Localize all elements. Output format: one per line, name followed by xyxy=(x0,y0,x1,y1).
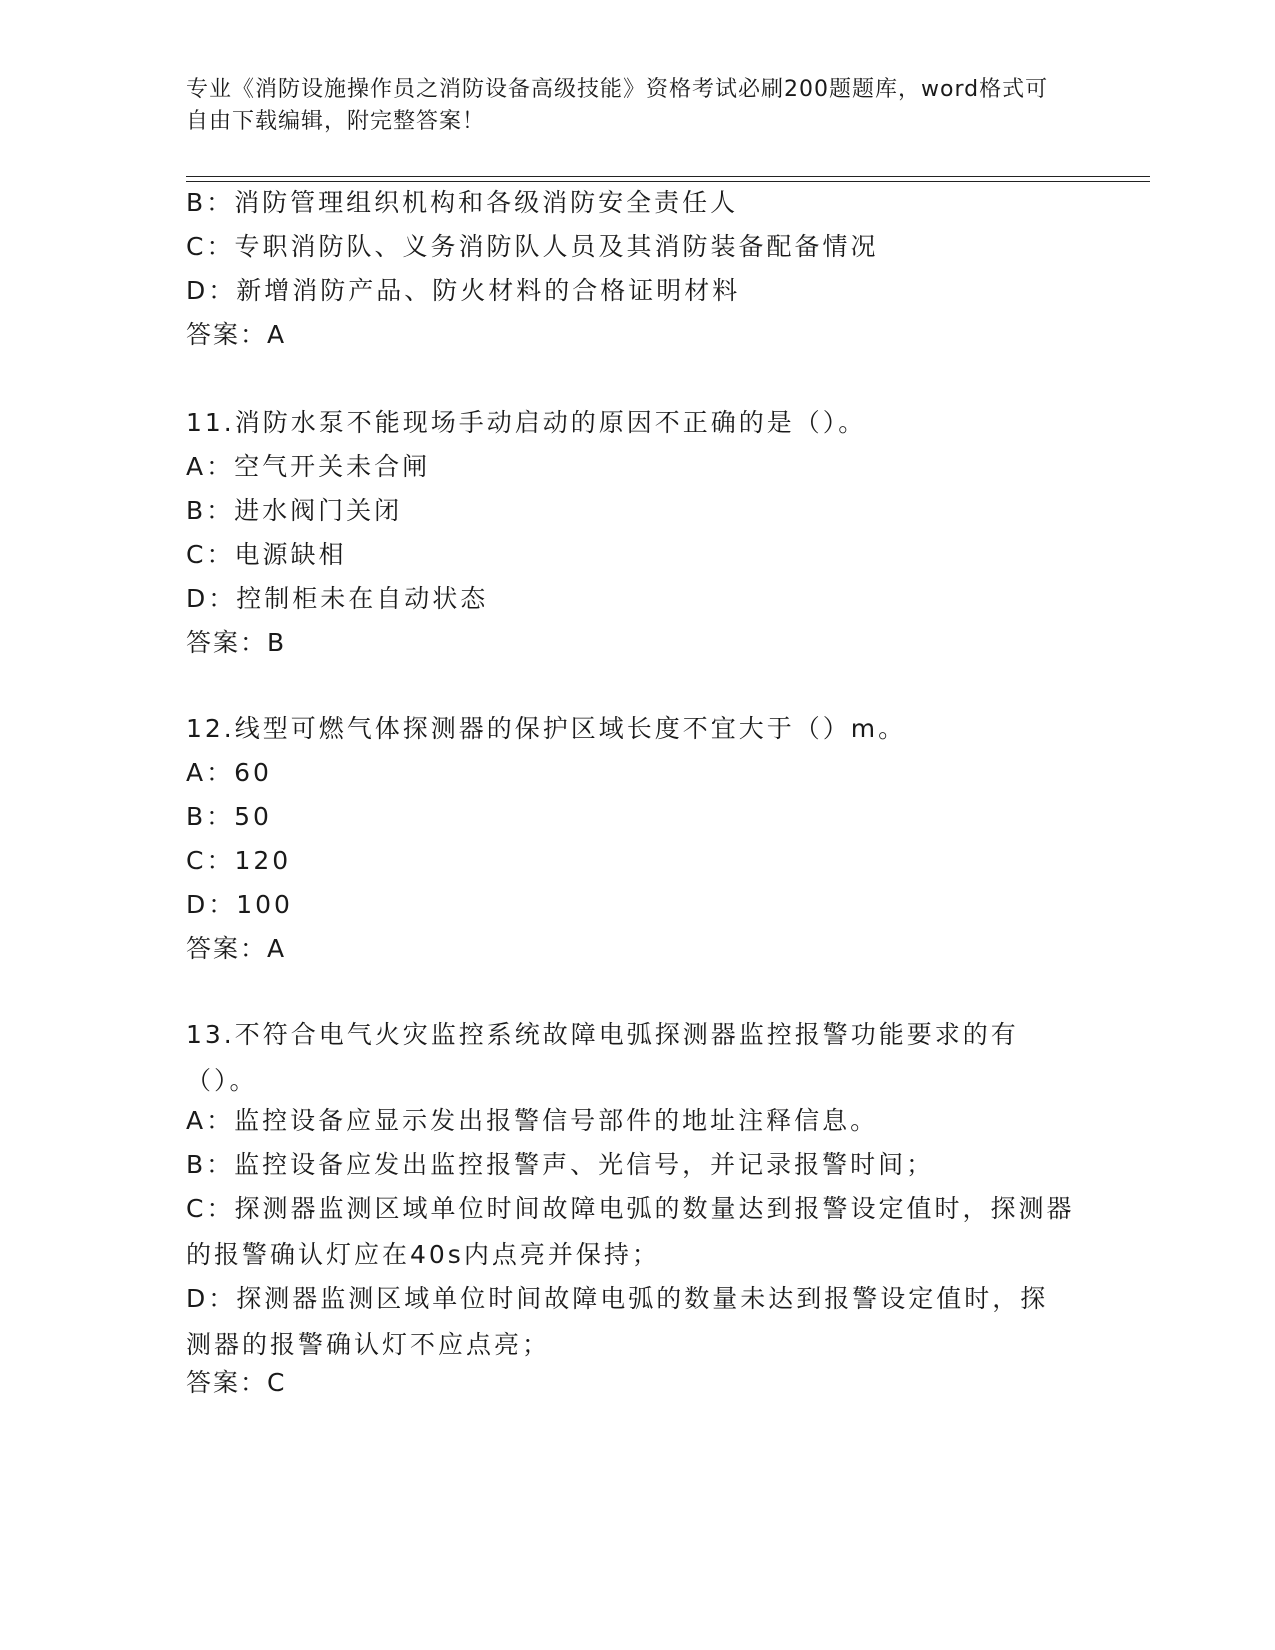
document-header: 专业《消防设施操作员之消防设备高级技能》资格考试必刷200题题库，word格式可自由下载编辑，附完整答案！ xyxy=(186,77,1049,134)
q11-option-c: C：电源缺相 xyxy=(186,540,347,569)
q13-option-c: C：探测器监测区域单位时间故障电弧的数量达到报警设定值时，探测器的报警确认灯应在40s内点亮并保持； xyxy=(186,1194,1075,1269)
q13-question: 13.不符合电气火灾监控系统故障电弧探测器监控报警功能要求的有（）。 xyxy=(186,1020,1019,1095)
q13-option-a: A：监控设备应显示发出报警信号部件的地址注释信息。 xyxy=(186,1106,879,1135)
header-divider-top xyxy=(186,176,1150,177)
q11-answer: 答案：B xyxy=(186,628,287,657)
q10-option-d: D：新增消防产品、防火材料的合格证明材料 xyxy=(186,276,741,305)
q11-question: 11.消防水泵不能现场手动启动的原因不正确的是（）。 xyxy=(186,408,867,437)
q12-answer: 答案：A xyxy=(186,934,287,963)
q13-option-b: B：监控设备应发出监控报警声、光信号，并记录报警时间； xyxy=(186,1150,935,1179)
q12-option-d: D：100 xyxy=(186,890,293,919)
q10-answer: 答案：A xyxy=(186,320,287,349)
header-divider-bottom xyxy=(186,181,1150,182)
q12-question: 12.线型可燃气体探测器的保护区域长度不宜大于（）m。 xyxy=(186,714,907,743)
q12-option-b: B：50 xyxy=(186,802,272,831)
q13-option-d: D：探测器监测区域单位时间故障电弧的数量未达到报警设定值时，探测器的报警确认灯不应点亮； xyxy=(186,1284,1049,1359)
q10-option-b: B：消防管理组织机构和各级消防安全责任人 xyxy=(186,188,739,217)
q13-answer: 答案：C xyxy=(186,1368,287,1397)
q10-option-c: C：专职消防队、义务消防队人员及其消防装备配备情况 xyxy=(186,232,879,261)
q11-option-a: A：空气开关未合闸 xyxy=(186,452,431,481)
q11-option-b: B：进水阀门关闭 xyxy=(186,496,403,525)
q11-option-d: D：控制柜未在自动状态 xyxy=(186,584,489,613)
q12-option-a: A：60 xyxy=(186,758,272,787)
q12-option-c: C：120 xyxy=(186,846,292,875)
